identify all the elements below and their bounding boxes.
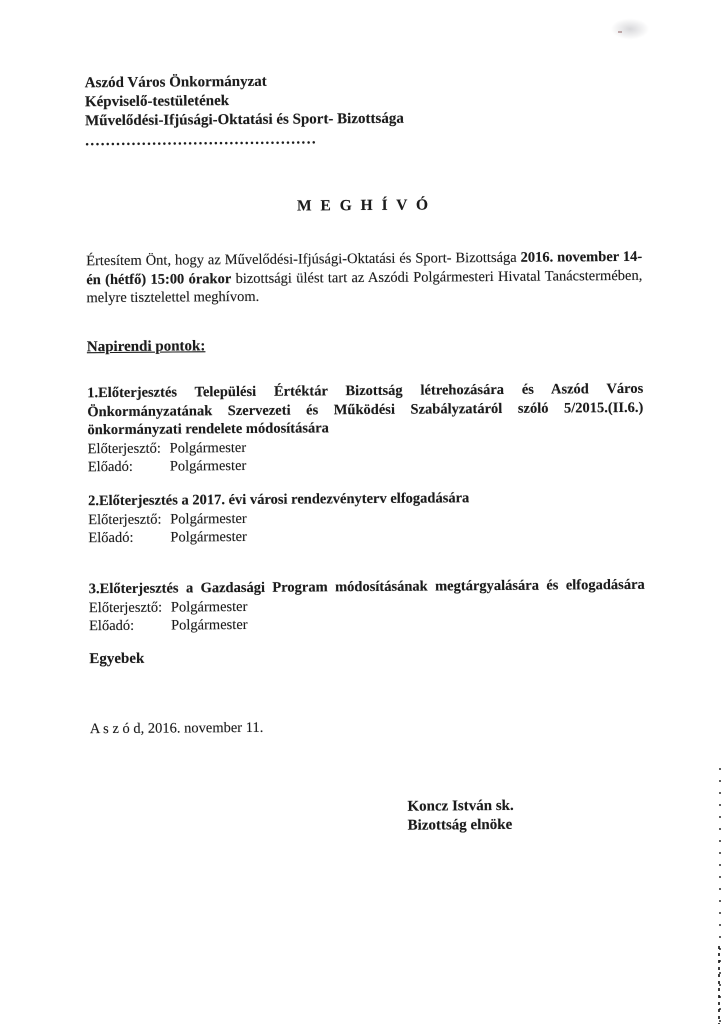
signature-block — [407, 797, 514, 835]
presenter-label: Előterjesztő: — [88, 599, 163, 616]
meeting-datetime: 2016. november 14-én (hétfő) 15:00 órakor — [86, 248, 643, 288]
other-items-heading: Egyebek — [89, 650, 145, 668]
presenter-label: Előterjesztő: — [88, 511, 162, 528]
invitation-text-end: bizottsági ülést tart az Aszódi Polgármesteri Hivatal Tanácstermében, melyre tisztelettel meghívom. — [86, 267, 643, 307]
invitation-paragraph — [86, 248, 642, 308]
agenda-heading: Napirendi pontok: — [86, 338, 206, 356]
speaker-row — [88, 525, 644, 548]
speaker-label: Előadó: — [87, 458, 133, 476]
speaker-value: Polgármester — [170, 528, 247, 546]
agenda-item-1 — [87, 380, 644, 477]
speaker-label: Előadó: — [88, 617, 135, 635]
org-header — [85, 70, 642, 151]
presenter-value: Polgármester — [169, 439, 247, 457]
agenda-item-2 — [88, 488, 644, 548]
speaker-value: Polgármester — [170, 616, 248, 634]
speaker-value: Polgármester — [169, 457, 247, 475]
speaker-label: Előadó: — [88, 529, 134, 547]
presenter-value: Polgármester — [170, 598, 248, 616]
document-content — [84, 0, 648, 1024]
scan-smudge-artifact — [610, 18, 650, 40]
signatory-title: Bizottság elnöke — [407, 816, 513, 834]
agenda-item-title: 2.Előterjesztés a 2017. évi városi rendezvényterv elfogadására — [88, 490, 470, 510]
org-committee-line: Művelődési-Ifjúsági-Oktatási és Sport- Bizottsága — [85, 110, 404, 130]
speaker-row — [88, 454, 644, 477]
place-date-line: A s z ó d, 2016. november 11. — [89, 719, 264, 738]
agenda-item-title: 3.Előterjesztés a Gazdasági Program módosításának megtárgyalására és elfogadására — [88, 576, 645, 598]
signatory-name: Koncz István sk. — [407, 797, 514, 815]
org-body-line: Képviselő-testületének — [84, 93, 230, 111]
invitation-text-start: Értesítem Önt, hogy az Művelődési-Ifjúsági-Oktatási és Sport- Bizottsága — [86, 249, 521, 270]
scan-edge-artifact — [718, 946, 720, 1024]
presenter-value: Polgármester — [170, 510, 247, 528]
agenda-item-title: 1.Előterjesztés Települési Értéktár Bizottság létrehozására és Aszód Város Önkormányzatának Szervezeti és Működési Szabályzatáról szóló 5/2015.(II.6.) önkormányzati rendelete módosítására — [87, 380, 644, 439]
speaker-row — [89, 613, 645, 636]
document-title: M E G H Í V Ó — [296, 196, 431, 215]
org-name-line: Aszód Város Önkormányzat — [84, 73, 267, 92]
agenda-item-3 — [89, 576, 645, 636]
dotted-fill-line: ............................................. — [85, 131, 318, 150]
presenter-label: Előterjesztő: — [87, 440, 161, 457]
